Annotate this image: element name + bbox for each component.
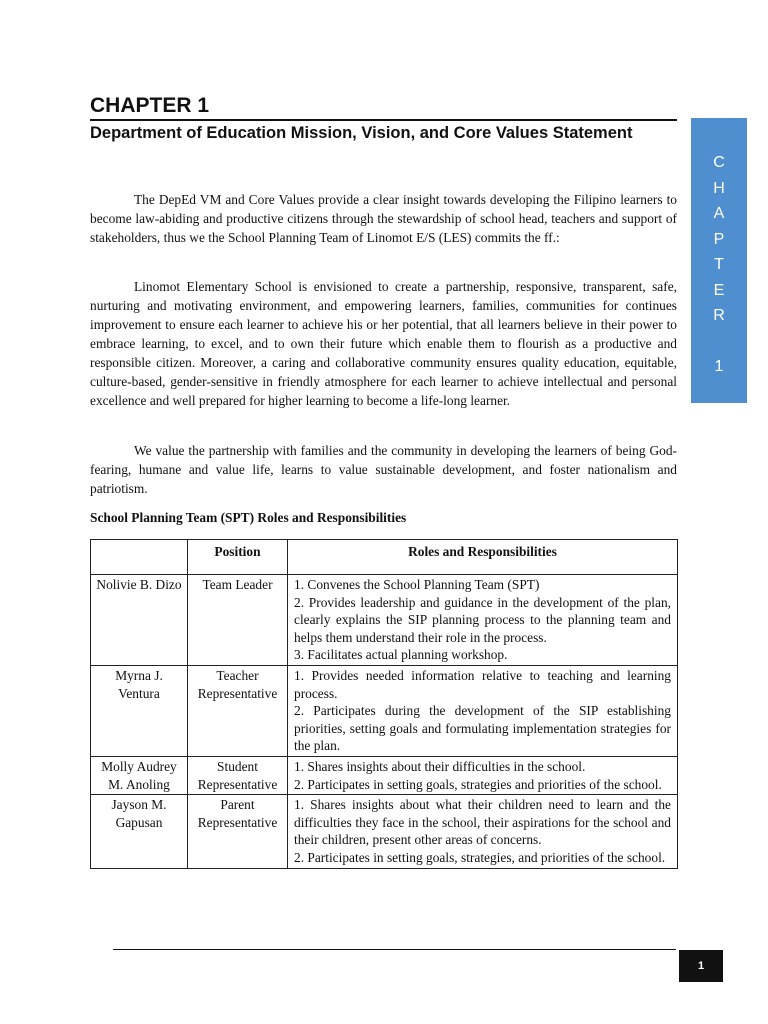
member-name: Jayson M. Gapusan [91,795,188,868]
role-item: 2. Provides leadership and guidance in the development of the plan, clearly explains the SIP planning process to the planning team and helps them understand their role in the process. [294,594,671,645]
table-row [91,575,678,666]
table-row [91,795,678,868]
member-position: Parent Representative [188,795,288,868]
page-number: 1 [679,950,723,982]
member-roles [288,665,678,756]
member-position: Teacher Representative [188,665,288,756]
footer-rule [113,949,676,950]
side-tab-letter: A [713,205,725,222]
role-item: 2. Participates in setting goals, strategies and priorities of the school. [294,776,662,792]
member-name: Nolivie B. Dizo [91,575,188,666]
intro-paragraph: The DepEd VM and Core Values provide a clear insight towards developing the Filipino learners to become law-abiding and productive citizens through the stewardship of school head, teachers and support of stakeholders, thus we the School Planning Team of Linomot E/S (LES) commits the ff.: [90,192,677,245]
role-item: 2. Participates in setting goals, strategies, and priorities of the school. [294,849,666,865]
role-item: 1. Convenes the School Planning Team (SPT) [294,577,540,592]
values-paragraph: We value the partnership with families and the community in developing the learners of being God-fearing, humane and value life, learns to value sustainable development, and foster nationalism and patriotism. [90,443,677,496]
section-title: Department of Education Mission, Vision, and Core Values Statement [90,124,633,142]
side-tab-number: 1 [714,358,724,375]
side-tab-letter: H [713,179,725,197]
member-name: Molly Audrey M. Anoling [91,756,188,794]
role-item: 3. Facilitates actual planning workshop. [294,647,508,663]
role-item: 2. Participates during the development of the SIP establishing priorities, setting goals and formulating implementation strategies for the plan. [294,703,671,754]
side-tab-letter: E [713,281,725,299]
table-caption: School Planning Team (SPT) Roles and Responsibilities [90,510,407,525]
table-header-row [91,540,678,575]
member-position: Team Leader [188,575,288,666]
role-item: 1. Shares insights about what their children need to learn and the difficulties they face in the school, their aspirations for the school and their children, present other areas of concerns. [294,797,671,848]
side-tab-letter: R [713,307,725,324]
header-position: Position [188,540,288,575]
side-tab-letter: C [713,154,725,171]
heading-rule [90,119,677,121]
table-row [91,756,678,794]
member-roles [288,795,678,868]
chapter-heading: CHAPTER 1 [90,94,210,117]
member-roles [288,575,678,666]
member-name: Myrna J. Ventura [91,665,188,756]
side-tab-letter: T [714,256,724,273]
header-name [91,540,188,575]
table-row [91,665,678,756]
role-item: 1. Provides needed information relative to teaching and learning process. [294,667,671,701]
spt-roles-table [90,539,678,869]
vision-paragraph: Linomot Elementary School is envisioned to create a partnership, responsive, transparent, safe, nurturing and motivating environment, and empowering learners, families, communities for continues improvement to ensure each learner to achieve his or her potential, that all learners believe in their power to embrace learning, to excel, and to own their future which enable them to flourish as a productive and responsible citizen. Moreover, a caring and collaborative community ensures quality education, equitable, culture-based, gender-sensitive in friendly atmosphere for each learner to achieve intellectual and personal excellence and well prepared for higher learning to become a life-long learner. [90,279,677,408]
member-position: Student Representative [188,756,288,794]
member-roles [288,756,678,794]
header-roles: Roles and Responsibilities [288,540,678,575]
side-tab-letter: P [713,230,725,248]
role-item: 1. Shares insights about their difficulties in the school. [294,758,586,774]
chapter-side-tab [691,118,747,403]
